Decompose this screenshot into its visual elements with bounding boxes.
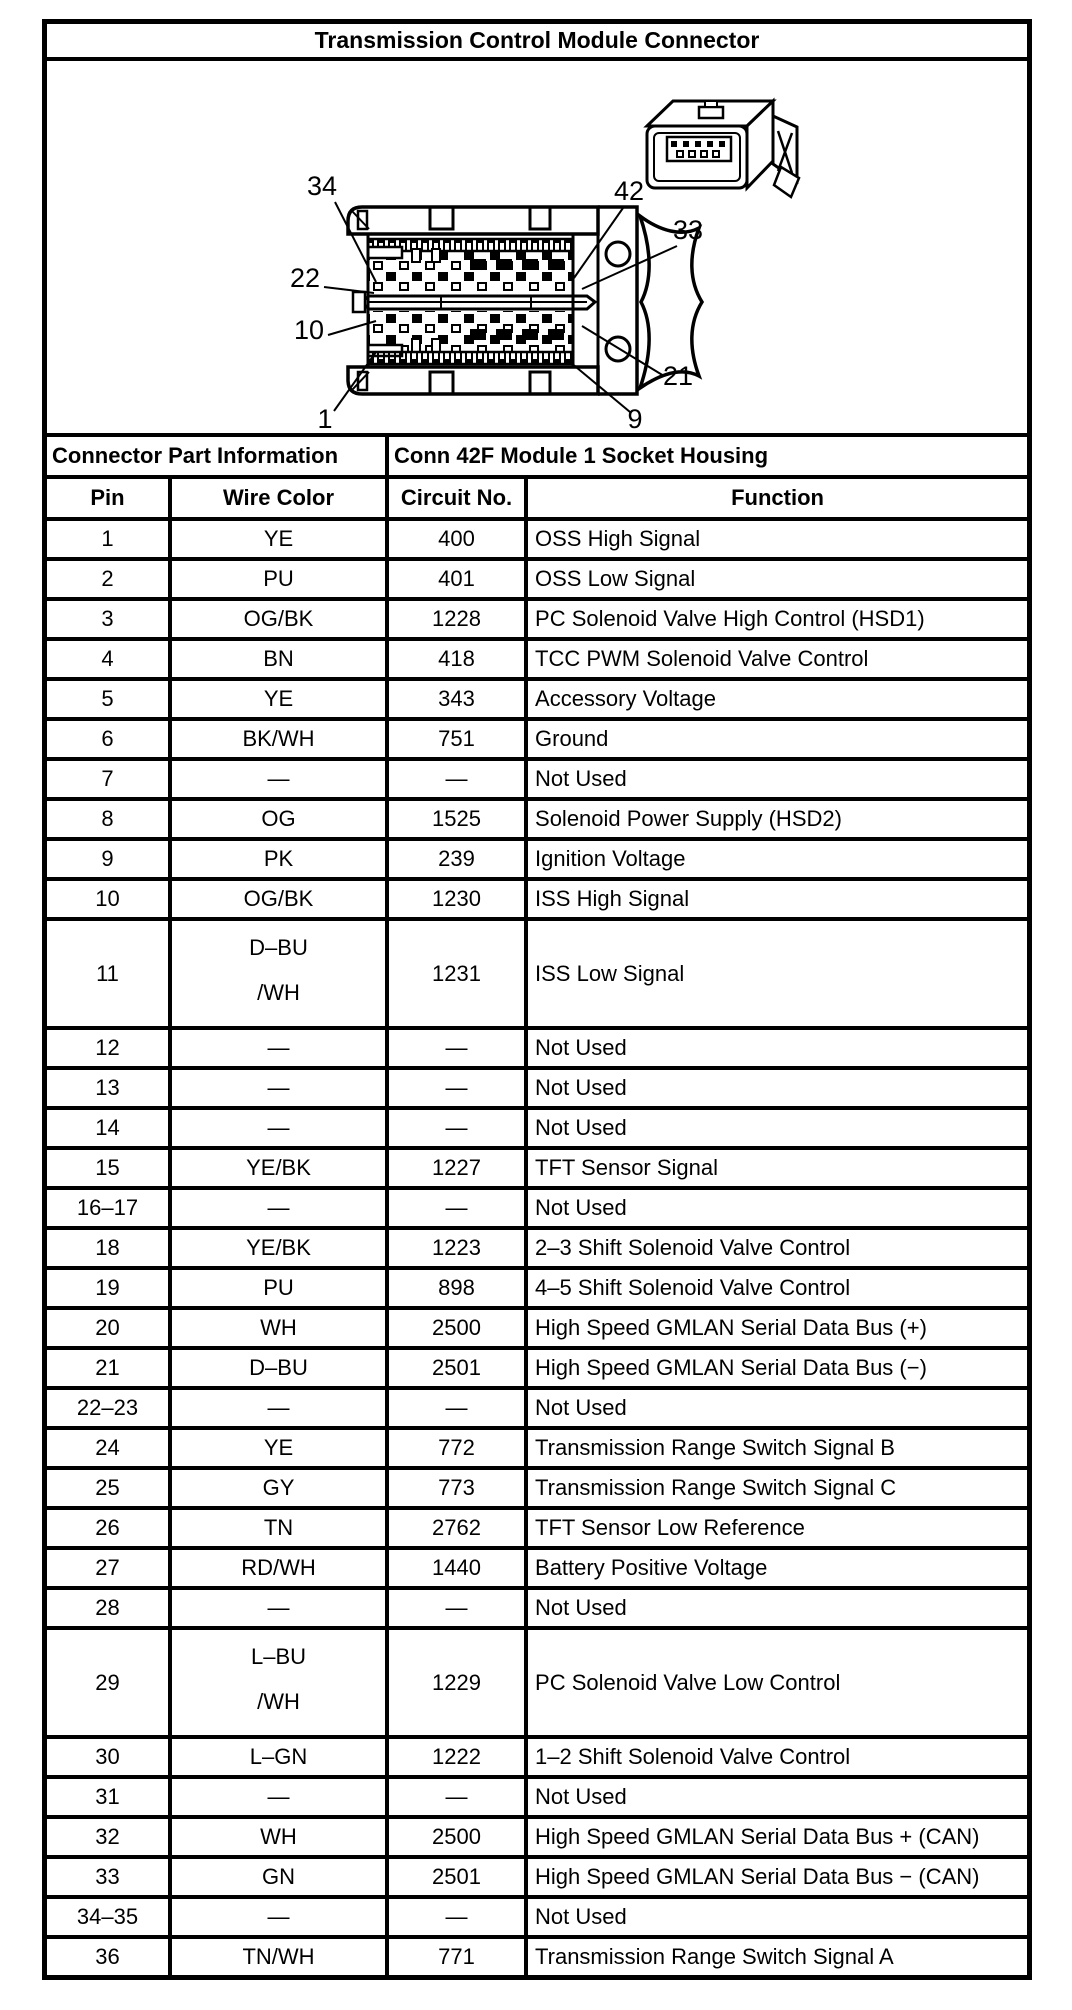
cell-circuit: —: [387, 1777, 526, 1817]
table-row: [47, 1817, 1027, 1857]
table-row: [47, 639, 1027, 679]
connector-3d-icon: [647, 101, 799, 197]
table-row: [47, 919, 1027, 1028]
cell-circuit: 343: [387, 679, 526, 719]
part-info-label: Connector Part Information: [47, 437, 387, 477]
callout-label: 1: [317, 404, 333, 433]
cell-pin: 36: [47, 1937, 170, 1975]
cell-wire-color: D–BU: [170, 1348, 387, 1388]
table-row: [47, 1468, 1027, 1508]
table-row: [47, 679, 1027, 719]
cell-wire-color: OG: [170, 799, 387, 839]
callout-label: 34: [306, 171, 338, 201]
cell-function: 4–5 Shift Solenoid Valve Control: [526, 1268, 1027, 1308]
cell-function: Not Used: [526, 1028, 1027, 1068]
cell-wire-color: GY: [170, 1468, 387, 1508]
cell-pin: 11: [47, 919, 170, 1028]
table-row: [47, 1388, 1027, 1428]
table-row: [47, 719, 1027, 759]
cell-wire-color: YE: [170, 519, 387, 559]
cell-pin: 16–17: [47, 1188, 170, 1228]
cell-pin: 4: [47, 639, 170, 679]
table-row: [47, 1228, 1027, 1268]
cell-pin: 6: [47, 719, 170, 759]
cell-circuit: 1525: [387, 799, 526, 839]
cell-circuit: 239: [387, 839, 526, 879]
cell-wire-color: —: [170, 1108, 387, 1148]
cell-function: High Speed GMLAN Serial Data Bus (+): [526, 1308, 1027, 1348]
cell-wire-color: WH: [170, 1308, 387, 1348]
cell-wire-color: —: [170, 1588, 387, 1628]
table-row: [47, 1148, 1027, 1188]
table-row: [47, 1588, 1027, 1628]
cell-function: Not Used: [526, 1777, 1027, 1817]
table-row: [47, 1628, 1027, 1737]
cell-wire-color: YE/BK: [170, 1148, 387, 1188]
cell-wire-color: YE: [170, 679, 387, 719]
cell-function: PC Solenoid Valve High Control (HSD1): [526, 599, 1027, 639]
cell-pin: 28: [47, 1588, 170, 1628]
table-row: [47, 879, 1027, 919]
column-header-row: [47, 477, 1027, 519]
cell-function: Not Used: [526, 1068, 1027, 1108]
cell-function: Solenoid Power Supply (HSD2): [526, 799, 1027, 839]
cell-wire-color: —: [170, 759, 387, 799]
table-row: [47, 1737, 1027, 1777]
cell-function: OSS Low Signal: [526, 559, 1027, 599]
column-header-circuit: Circuit No.: [387, 477, 526, 519]
cell-pin: 32: [47, 1817, 170, 1857]
cell-circuit: 1223: [387, 1228, 526, 1268]
table-row: [47, 759, 1027, 799]
cell-circuit: 1229: [387, 1628, 526, 1737]
cell-pin: 34–35: [47, 1897, 170, 1937]
cell-wire-color: —: [170, 1777, 387, 1817]
callout-label: 33: [672, 215, 704, 245]
table-row: [47, 1548, 1027, 1588]
cell-circuit: 400: [387, 519, 526, 559]
cell-pin: 25: [47, 1468, 170, 1508]
cell-pin: 18: [47, 1228, 170, 1268]
cell-wire-color: TN/WH: [170, 1937, 387, 1975]
table-row: [47, 1897, 1027, 1937]
cell-circuit: 1231: [387, 919, 526, 1028]
page-title: Transmission Control Module Connector: [47, 24, 1027, 61]
table-row: [47, 1188, 1027, 1228]
cell-circuit: 1227: [387, 1148, 526, 1188]
cell-circuit: 2500: [387, 1308, 526, 1348]
cell-wire-color: BK/WH: [170, 719, 387, 759]
cell-wire-color: —: [170, 1188, 387, 1228]
cell-pin: 30: [47, 1737, 170, 1777]
cell-function: High Speed GMLAN Serial Data Bus + (CAN): [526, 1817, 1027, 1857]
cell-circuit: 1222: [387, 1737, 526, 1777]
table-row: [47, 1068, 1027, 1108]
callout-label: 10: [293, 315, 325, 345]
cell-pin: 29: [47, 1628, 170, 1737]
cell-circuit: —: [387, 759, 526, 799]
cell-pin: 1: [47, 519, 170, 559]
part-info-row: [47, 437, 1027, 477]
table-row: [47, 839, 1027, 879]
cell-circuit: 401: [387, 559, 526, 599]
table-row: [47, 1428, 1027, 1468]
table-row: [47, 1108, 1027, 1148]
cell-wire-color: [170, 919, 387, 1028]
cell-function: Ground: [526, 719, 1027, 759]
column-header-pin: Pin: [47, 477, 170, 519]
cell-wire-color: PK: [170, 839, 387, 879]
table-row: [47, 599, 1027, 639]
cell-function: High Speed GMLAN Serial Data Bus (−): [526, 1348, 1027, 1388]
cell-function: OSS High Signal: [526, 519, 1027, 559]
cell-circuit: —: [387, 1897, 526, 1937]
cell-function: Transmission Range Switch Signal C: [526, 1468, 1027, 1508]
table-row: [47, 799, 1027, 839]
cell-function: TFT Sensor Signal: [526, 1148, 1027, 1188]
cell-wire-color: GN: [170, 1857, 387, 1897]
cell-function: Accessory Voltage: [526, 679, 1027, 719]
table-row: [47, 1857, 1027, 1897]
cell-pin: 7: [47, 759, 170, 799]
cell-pin: 21: [47, 1348, 170, 1388]
connector-sheet: [42, 19, 1032, 1980]
table-row: [47, 1028, 1027, 1068]
wire-color-line: D–BU: [249, 934, 308, 960]
cell-pin: 13: [47, 1068, 170, 1108]
cell-circuit: 1230: [387, 879, 526, 919]
cell-wire-color: PU: [170, 1268, 387, 1308]
cell-wire-color: YE/BK: [170, 1228, 387, 1268]
callout-label: 22: [289, 263, 321, 293]
cell-pin: 31: [47, 1777, 170, 1817]
table-row: [47, 1268, 1027, 1308]
cell-pin: 19: [47, 1268, 170, 1308]
cell-wire-color: OG/BK: [170, 599, 387, 639]
table-row: [47, 519, 1027, 559]
cell-function: PC Solenoid Valve Low Control: [526, 1628, 1027, 1737]
cell-wire-color: —: [170, 1388, 387, 1428]
cell-circuit: 1440: [387, 1548, 526, 1588]
cell-pin: 5: [47, 679, 170, 719]
cell-pin: 9: [47, 839, 170, 879]
cell-function: ISS Low Signal: [526, 919, 1027, 1028]
table-row: [47, 1777, 1027, 1817]
callout-label: 42: [613, 176, 645, 206]
cell-function: Not Used: [526, 1897, 1027, 1937]
callout-label: 9: [627, 404, 643, 433]
cell-circuit: —: [387, 1388, 526, 1428]
column-header-wire: Wire Color: [170, 477, 387, 519]
cell-pin: 8: [47, 799, 170, 839]
table-row: [47, 1937, 1027, 1975]
cell-circuit: 418: [387, 639, 526, 679]
cell-function: Battery Positive Voltage: [526, 1548, 1027, 1588]
cell-function: Not Used: [526, 1588, 1027, 1628]
cell-pin: 33: [47, 1857, 170, 1897]
cell-pin: 12: [47, 1028, 170, 1068]
cell-pin: 2: [47, 559, 170, 599]
cell-function: Not Used: [526, 759, 1027, 799]
pinout-table: [47, 437, 1027, 1975]
cell-function: Not Used: [526, 1188, 1027, 1228]
cell-pin: 15: [47, 1148, 170, 1188]
cell-wire-color: RD/WH: [170, 1548, 387, 1588]
column-header-function: Function: [526, 477, 1027, 519]
table-row: [47, 1348, 1027, 1388]
cell-wire-color: PU: [170, 559, 387, 599]
cell-pin: 26: [47, 1508, 170, 1548]
cell-function: Ignition Voltage: [526, 839, 1027, 879]
pinout-table-body: [47, 519, 1027, 1975]
wire-color-lines: [172, 1637, 385, 1729]
cell-wire-color: TN: [170, 1508, 387, 1548]
cell-circuit: 772: [387, 1428, 526, 1468]
cell-function: Not Used: [526, 1108, 1027, 1148]
cell-circuit: 771: [387, 1937, 526, 1975]
cell-function: ISS High Signal: [526, 879, 1027, 919]
cell-wire-color: —: [170, 1897, 387, 1937]
cell-wire-color: OG/BK: [170, 879, 387, 919]
cell-wire-color: WH: [170, 1817, 387, 1857]
cell-pin: 22–23: [47, 1388, 170, 1428]
cell-wire-color: YE: [170, 1428, 387, 1468]
wire-color-line: /WH: [257, 979, 300, 1005]
cell-function: Transmission Range Switch Signal B: [526, 1428, 1027, 1468]
wire-color-lines: [172, 928, 385, 1020]
cell-pin: 10: [47, 879, 170, 919]
table-row: [47, 1308, 1027, 1348]
table-row: [47, 559, 1027, 599]
cell-circuit: 1228: [387, 599, 526, 639]
callout-label: 21: [662, 361, 694, 391]
connector-diagram-svg: [47, 61, 1027, 433]
cell-function: TFT Sensor Low Reference: [526, 1508, 1027, 1548]
cell-circuit: —: [387, 1588, 526, 1628]
cell-function: 2–3 Shift Solenoid Valve Control: [526, 1228, 1027, 1268]
table-row: [47, 1508, 1027, 1548]
cell-pin: 3: [47, 599, 170, 639]
cell-circuit: —: [387, 1028, 526, 1068]
cell-circuit: 2501: [387, 1348, 526, 1388]
part-info-value: Conn 42F Module 1 Socket Housing: [387, 437, 1027, 477]
cell-circuit: —: [387, 1108, 526, 1148]
cell-wire-color: BN: [170, 639, 387, 679]
cell-pin: 14: [47, 1108, 170, 1148]
cell-circuit: —: [387, 1068, 526, 1108]
cell-pin: 27: [47, 1548, 170, 1588]
cell-pin: 24: [47, 1428, 170, 1468]
cell-function: TCC PWM Solenoid Valve Control: [526, 639, 1027, 679]
wire-color-line: L–BU: [250, 1643, 307, 1669]
cell-circuit: 773: [387, 1468, 526, 1508]
connector-diagram: [47, 61, 1027, 437]
cell-wire-color: L–GN: [170, 1737, 387, 1777]
wire-color-line: /WH: [257, 1688, 300, 1714]
cell-circuit: —: [387, 1188, 526, 1228]
cell-pin: 20: [47, 1308, 170, 1348]
cell-circuit: 751: [387, 719, 526, 759]
cell-circuit: 898: [387, 1268, 526, 1308]
cell-wire-color: —: [170, 1068, 387, 1108]
cell-circuit: 2500: [387, 1817, 526, 1857]
cell-circuit: 2762: [387, 1508, 526, 1548]
cell-circuit: 2501: [387, 1857, 526, 1897]
cell-function: Not Used: [526, 1388, 1027, 1428]
cell-function: Transmission Range Switch Signal A: [526, 1937, 1027, 1975]
cell-function: 1–2 Shift Solenoid Valve Control: [526, 1737, 1027, 1777]
cell-function: High Speed GMLAN Serial Data Bus − (CAN): [526, 1857, 1027, 1897]
cell-wire-color: —: [170, 1028, 387, 1068]
cell-wire-color: [170, 1628, 387, 1737]
